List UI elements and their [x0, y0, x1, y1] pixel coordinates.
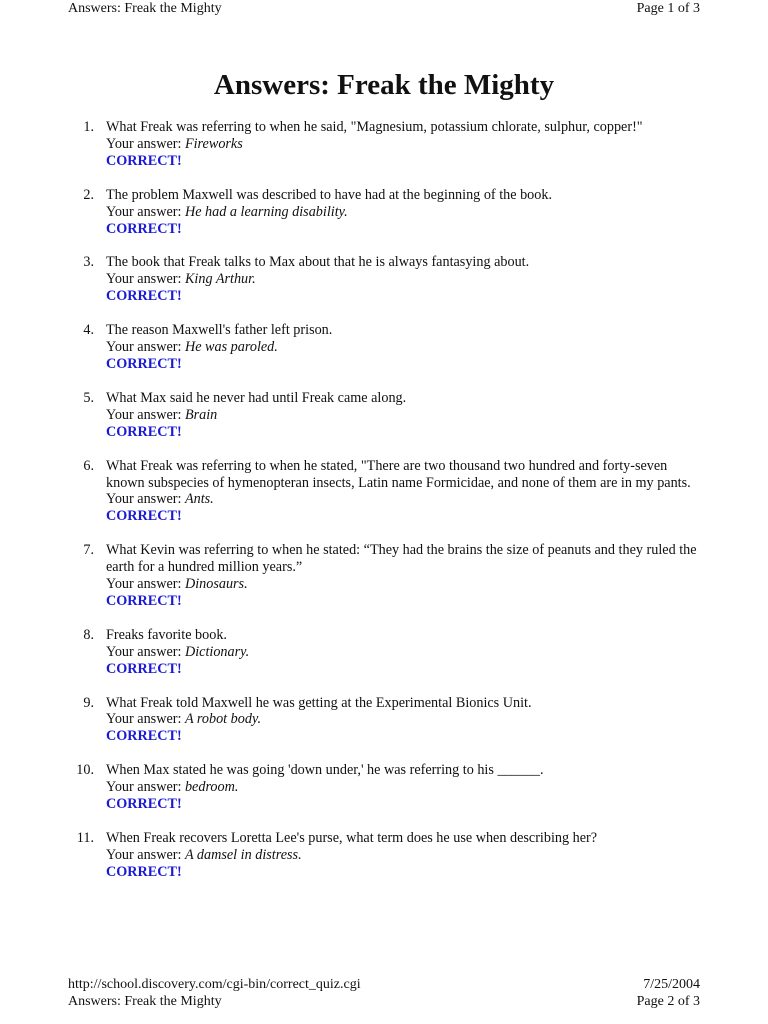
- answer-line: [106, 644, 706, 661]
- question-number: 4.: [83, 322, 94, 339]
- answer-line: [106, 339, 706, 356]
- question-body: [106, 322, 706, 373]
- question-number: 11.: [76, 830, 94, 846]
- answer-label: Your answer:: [106, 846, 185, 863]
- result-badge: CORRECT!: [106, 863, 182, 880]
- answer-label: Your answer:: [106, 271, 185, 288]
- question-text: What Kevin was referring to when he stated: “They had the brains the size of peanuts and they ruled the earth for a hundred million years.”: [106, 542, 697, 576]
- question-text: What Max said he never had until Freak came along.: [106, 389, 407, 406]
- answer-value: A damsel in distress.: [184, 846, 302, 863]
- question-text: When Freak recovers Loretta Lee's purse, what term does he use when describing her?: [106, 830, 598, 846]
- question-text: When Max stated he was going 'down under,' he was referring to his ______.: [106, 762, 544, 779]
- question-body: [106, 627, 706, 678]
- question-item: [0, 695, 768, 746]
- answer-line: [106, 576, 706, 593]
- answer-line: [106, 491, 706, 508]
- answer-value: He had a learning disability.: [184, 203, 348, 220]
- answer-value: He was paroled.: [184, 339, 278, 356]
- result-badge: CORRECT!: [106, 152, 182, 169]
- question-item: [0, 254, 768, 305]
- question-number: 2.: [83, 186, 94, 203]
- answer-label: Your answer:: [106, 203, 185, 220]
- answer-line: [106, 779, 706, 796]
- answer-line: [106, 847, 706, 864]
- answer-value: King Arthur.: [184, 271, 256, 288]
- answer-label: Your answer:: [106, 406, 185, 423]
- question-body: [106, 830, 706, 881]
- footer-date: 7/25/2004: [643, 977, 700, 992]
- question-body: [106, 695, 706, 746]
- answer-value: A robot body.: [184, 711, 262, 728]
- question-body: [106, 762, 706, 813]
- question-body: [106, 254, 706, 305]
- result-badge: CORRECT!: [106, 592, 182, 609]
- question-number: 7.: [83, 542, 94, 559]
- question-item: [0, 762, 768, 813]
- question-item: [0, 542, 768, 610]
- question-text: What Freak was referring to when he stated, "There are two thousand two hundred and forty-seven known subspecies of hymenopteran insects, Latin name Formicidae, and none of them are in my pants.: [106, 457, 691, 491]
- question-number: 1.: [83, 119, 94, 135]
- question-number: 10.: [76, 762, 94, 779]
- answer-value: Ants.: [184, 491, 214, 508]
- result-badge: CORRECT!: [106, 355, 182, 372]
- answer-value: Fireworks: [184, 135, 243, 152]
- result-badge: CORRECT!: [106, 508, 182, 525]
- footer-page-number: Page 2 of 3: [636, 994, 700, 1009]
- answer-label: Your answer:: [106, 643, 185, 660]
- question-item: [0, 627, 768, 678]
- question-number: 5.: [83, 389, 94, 406]
- question-body: [106, 119, 706, 170]
- answer-line: [106, 271, 706, 288]
- result-badge: CORRECT!: [106, 288, 182, 305]
- answer-label: Your answer:: [106, 779, 185, 796]
- question-body: [106, 390, 706, 441]
- result-badge: CORRECT!: [106, 728, 182, 745]
- answer-value: bedroom.: [184, 779, 239, 796]
- answer-label: Your answer:: [106, 491, 185, 508]
- answer-label: Your answer:: [106, 339, 185, 356]
- answer-label: Your answer:: [106, 135, 185, 152]
- answer-value: Dinosaurs.: [184, 576, 248, 593]
- answer-line: [106, 711, 706, 728]
- answer-value: Dictionary.: [184, 643, 250, 660]
- page-header-page-number: Page 1 of 3: [636, 1, 700, 16]
- question-item: [0, 458, 768, 526]
- question-item: [0, 390, 768, 441]
- question-text: The reason Maxwell's father left prison.: [106, 322, 333, 339]
- question-text: Freaks favorite book.: [106, 626, 227, 643]
- question-number: 9.: [83, 694, 94, 711]
- question-body: [106, 542, 706, 610]
- question-body: [106, 187, 706, 238]
- page-title: Answers: Freak the Mighty: [213, 69, 555, 101]
- question-text: The problem Maxwell was described to have had at the beginning of the book.: [106, 186, 552, 203]
- answer-line: [106, 136, 706, 153]
- question-list: [0, 119, 768, 898]
- result-badge: CORRECT!: [106, 660, 182, 677]
- question-number: 6.: [83, 457, 94, 474]
- result-badge: CORRECT!: [106, 220, 182, 237]
- result-badge: CORRECT!: [106, 796, 182, 813]
- question-text: What Freak was referring to when he said, "Magnesium, potassium chlorate, sulphur, copper!": [106, 119, 643, 135]
- answer-value: Brain: [184, 406, 218, 423]
- answer-label: Your answer:: [106, 711, 185, 728]
- footer-url[interactable]: http://school.discovery.com/cgi-bin/correct_quiz.cgi: [68, 977, 361, 992]
- question-number: 8.: [83, 626, 94, 643]
- page-header-title: Answers: Freak the Mighty: [68, 1, 222, 16]
- question-text: The book that Freak talks to Max about that he is always fantasying about.: [106, 254, 530, 271]
- question-item: [0, 830, 768, 881]
- question-text: What Freak told Maxwell he was getting at the Experimental Bionics Unit.: [106, 694, 532, 711]
- question-item: [0, 119, 768, 170]
- answer-line: [106, 407, 706, 424]
- result-badge: CORRECT!: [106, 423, 182, 440]
- question-body: [106, 458, 706, 526]
- question-item: [0, 187, 768, 238]
- footer-title: Answers: Freak the Mighty: [68, 994, 222, 1009]
- question-number: 3.: [83, 254, 94, 271]
- question-item: [0, 322, 768, 373]
- answer-label: Your answer:: [106, 576, 185, 593]
- answer-line: [106, 204, 706, 221]
